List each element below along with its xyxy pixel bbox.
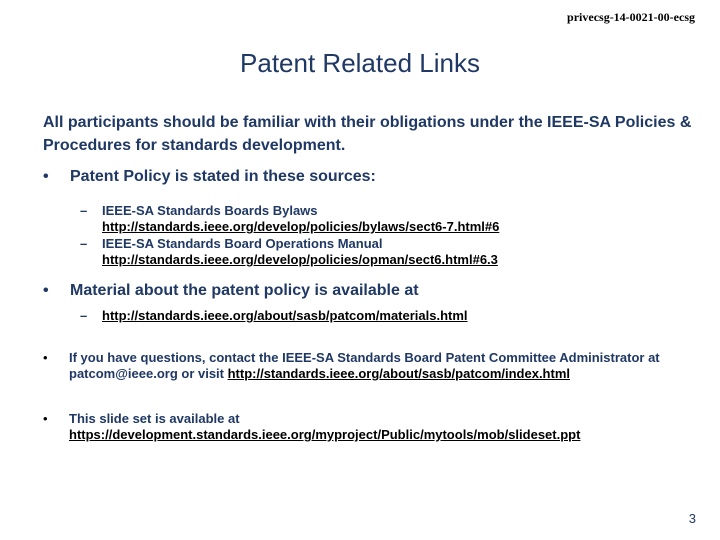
bullet-slideset [43,411,683,443]
contact-text: patcom@ieee.org or visit [69,366,228,381]
page-number: 3 [688,511,696,526]
slideset-link[interactable]: https://development.standards.ieee.org/myproject/Public/mytools/mob/slideset.ppt [69,427,581,442]
slide-title: Patent Related Links [240,48,480,78]
sub-item-label: IEEE-SA Standards Board Operations Manual [102,236,383,251]
slideset-text: This slide set is available at [69,411,240,426]
bullet-marker: • [43,282,49,299]
sub-item-label: IEEE-SA Standards Boards Bylaws [102,203,318,218]
intro-paragraph: All participants should be familiar with their obligations under the IEEE-SA Policies & Procedures for standards development. [43,114,692,154]
bullet-text: Material about the patent policy is available at [70,282,419,299]
bullet-marker: • [43,350,48,365]
dash-marker: – [80,236,88,251]
bullet-material [43,279,419,302]
bullet-marker: • [43,168,49,185]
sub-item-materials [80,308,468,324]
opman-link[interactable]: http://standards.ieee.org/develop/policies/opman/sect6.html#6.3 [102,252,498,267]
bullet-questions [43,350,683,382]
questions-text: If you have questions, contact the IEEE-SA Standards Board Patent Committee Administrator at [69,350,660,365]
sub-item-opman [80,236,498,268]
dash-marker: – [80,308,88,323]
sub-item-bylaws [80,203,499,235]
materials-link[interactable]: http://standards.ieee.org/about/sasb/patcom/materials.html [102,308,468,323]
bullet-patent-policy [43,165,376,188]
patcom-index-link[interactable]: http://standards.ieee.org/about/sasb/patcom/index.html [227,366,570,381]
document-id: privecsg-14-0021-00-ecsg [567,10,695,24]
bullet-marker: • [43,411,48,426]
dash-marker: – [80,203,88,218]
bylaws-link[interactable]: http://standards.ieee.org/develop/policies/bylaws/sect6-7.html#6 [102,219,500,234]
bullet-text: Patent Policy is stated in these sources: [70,168,376,185]
